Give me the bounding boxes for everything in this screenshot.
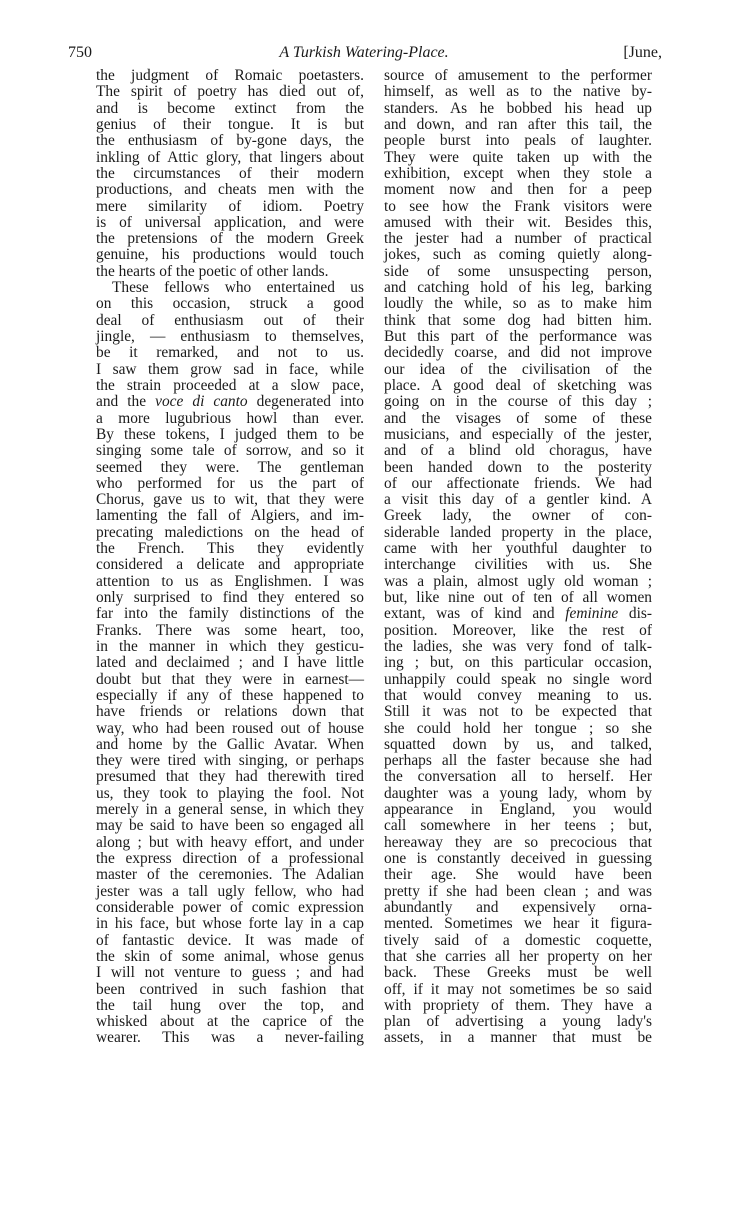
italic-phrase: voce di canto: [155, 393, 248, 411]
text-line: daughter was a young lady, whom by: [384, 784, 652, 802]
text-line: the ladies, she was very fond of talk-: [384, 637, 652, 655]
text-line: and down, and ran after this tail, the: [384, 115, 652, 133]
text-line: interchange civilities with us. She: [384, 556, 652, 574]
text-line: presumed that they had therewith tired: [96, 768, 364, 786]
text-line: siderable landed property in the place,: [384, 523, 652, 541]
text-line: place. A good deal of sketching was: [384, 376, 652, 394]
text-line: By these tokens, I judged them to be: [96, 425, 364, 443]
text-line: Franks. There was some heart, too,: [96, 621, 364, 639]
text-line: I saw them grow sad in face, while: [96, 360, 364, 378]
text-line: inkling of Attic glory, that lingers about: [96, 148, 364, 166]
text-line: our idea of the civilisation of the: [384, 360, 652, 378]
text-line: position. Moreover, like the rest of: [384, 621, 652, 639]
text-line: extant, was of kind and feminine dis-: [384, 605, 653, 623]
text-line: perhaps all the faster because she had: [384, 752, 652, 770]
text-line: the skin of some animal, whose genus: [96, 947, 364, 965]
text-line: They were quite taken up with the: [384, 148, 652, 166]
text-line: considerable power of comic expression: [96, 898, 364, 916]
text-line: of fantastic device. It was made of: [96, 931, 364, 949]
text-line: the strain proceeded at a slow pace,: [96, 376, 364, 394]
text-line: the French. This they evidently: [96, 540, 364, 558]
text-line: going on in the course of this day ;: [384, 393, 652, 411]
text-line: merely in a general sense, in which they: [96, 801, 364, 819]
text-line: attention to us as Englishmen. I was: [96, 572, 364, 590]
text-line: call somewhere in her teens ; but,: [384, 817, 652, 835]
text-line: moment now and then for a peep: [384, 181, 652, 199]
text-line: to see how the Frank visitors were: [384, 197, 652, 215]
text-line: their age. She would have been: [384, 866, 652, 884]
text-line: considered a delicate and appropriate: [96, 556, 364, 574]
text-line: they were tired with singing, or perhaps: [96, 752, 364, 770]
text-line: jokes, such as coming quietly along-: [384, 246, 652, 264]
text-line: in the manner in which they gesticu-: [96, 637, 364, 655]
text-line: unhappily could speak no single word: [384, 670, 652, 688]
text-line: far into the family distinctions of the: [96, 605, 364, 623]
text-line: I will not venture to guess ; and had: [96, 964, 364, 982]
text-line: only surprised to find they entered so: [96, 589, 364, 606]
text-line: productions, and cheats men with the: [96, 181, 364, 199]
text-line: assets, in a manner that must be: [384, 1029, 652, 1047]
text-line: that she carries all her property on her: [384, 947, 652, 965]
text-line: appearance in England, you would: [384, 801, 652, 819]
text-line: jester was a tall ugly fellow, who had: [96, 882, 364, 900]
text-line: hereaway they are so precocious that: [384, 833, 652, 851]
text-line: and the voce di canto degenerated into: [96, 393, 364, 411]
text-line: and is become extinct from the: [96, 99, 364, 117]
text-line: may be said to have been so engaged all: [96, 817, 364, 835]
text-line: and the visages of some of these: [384, 409, 652, 427]
text-line: jingle, — enthusiasm to themselves,: [96, 328, 364, 345]
text-line: one is constantly deceived in guessing: [384, 850, 652, 867]
text-line: ing ; but, on this particular occasion,: [384, 654, 652, 672]
text-line: pretty if she had been clean ; and was: [384, 882, 652, 900]
text-line: who performed for us the part of: [96, 474, 364, 492]
text-line: way, who had been roused out of house: [96, 719, 364, 737]
text-line: back. These Greeks must be well: [384, 964, 652, 982]
text-line: on this occasion, struck a good: [96, 295, 364, 313]
text-line: of our affectionate friends. We had: [384, 474, 652, 492]
running-title: A Turkish Watering-Place.: [279, 44, 449, 61]
text-line: with propriety of them. They have a: [384, 996, 652, 1014]
text-line: in his face, but whose forte lay in a cap: [96, 915, 364, 933]
text-line: precating maledictions on the head of: [96, 523, 364, 541]
right-column: [384, 68, 652, 1047]
text-line: These fellows who entertained us: [112, 279, 364, 297]
text-line: exhibition, except when they stole a: [384, 164, 652, 182]
text-line: side of some unsuspecting person,: [384, 262, 652, 280]
text-line: be it remarked, and not to us.: [96, 344, 364, 362]
text-line: musicians, and especially of the jester,: [384, 425, 652, 443]
italic-phrase: feminine: [565, 605, 619, 623]
text-line: mere similarity of idiom. Poetry: [96, 197, 364, 215]
text-line: the jester had a number of practical: [384, 230, 652, 248]
text-line: Greek lady, the owner of con-: [384, 507, 652, 525]
text-line: Still it was not to be expected that: [384, 703, 652, 721]
text-line: Chorus, gave us to wit, that they were: [96, 491, 364, 509]
text-line: genius of their tongue. It is but: [96, 115, 364, 133]
text-line: the hearts of the poetic of other lands.: [96, 262, 329, 280]
text-line: abundantly and expensively orna-: [384, 898, 652, 916]
text-line: the circumstances of their modern: [96, 164, 364, 182]
text-line: tively said of a domestic coquette,: [384, 931, 652, 949]
text-line: came with her youthful daughter to: [384, 540, 652, 558]
text-line: the express direction of a professional: [96, 850, 364, 867]
text-line: master of the ceremonies. The Adalian: [96, 866, 364, 884]
text-line: standers. As he bobbed his head up: [384, 99, 652, 117]
text-line: been handed down to the posterity: [384, 458, 652, 476]
text-line: a visit this day of a gentler kind. A: [384, 491, 652, 509]
text-line: along ; but with heavy effort, and under: [96, 833, 364, 851]
text-line: loudly the while, so as to make him: [384, 295, 652, 313]
text-line: the conversation all to herself. Her: [384, 768, 652, 786]
text-line: plan of advertising a young lady's: [384, 1013, 652, 1031]
text-line: amused with their wit. Besides this,: [384, 213, 652, 231]
text-line: decidedly coarse, and did not improve: [384, 344, 652, 362]
text-line: us, they took to playing the fool. Not: [96, 784, 364, 802]
text-line: been contrived in such fashion that: [96, 980, 364, 998]
text-line: source of amusement to the performer: [384, 67, 652, 84]
text-line: singing some tale of sorrow, and so it: [96, 442, 364, 460]
text-line: and of a blind old choragus, have: [384, 442, 652, 460]
text-line: people burst into peals of laughter.: [384, 132, 652, 150]
text-line: is of universal application, and were: [96, 213, 364, 231]
text-line: deal of enthusiasm out of their: [96, 311, 364, 329]
text-line: But this part of the performance was: [384, 328, 652, 345]
text-line: wearer. This was a never-failing: [96, 1029, 364, 1047]
text-line: doubt but that they were in earnest—: [96, 670, 364, 688]
text-line: the pretensions of the modern Greek: [96, 230, 364, 248]
text-line: The spirit of poetry has died out of,: [96, 83, 364, 101]
text-line: seemed they were. The gentleman: [96, 458, 364, 476]
text-line: the judgment of Romaic poetasters.: [96, 67, 364, 84]
text-line: mented. Sometimes we hear it figura-: [384, 915, 652, 933]
text-line: she could hold her tongue ; so she: [384, 719, 652, 737]
date-mark: [June,: [623, 44, 662, 61]
left-column: [96, 68, 364, 1047]
page-number: 750: [68, 44, 92, 61]
text-line: and home by the Gallic Avatar. When: [96, 735, 364, 753]
text-line: a more lugubrious howl than ever.: [96, 409, 364, 427]
text-line: the tail hung over the top, and: [96, 996, 364, 1014]
page-header: [66, 44, 662, 64]
text-line: have friends or relations down that: [96, 703, 364, 721]
text-line: whisked about at the caprice of the: [96, 1013, 364, 1031]
text-line: but, like nine out of ten of all women: [384, 589, 652, 606]
text-line: lamenting the fall of Algiers, and im-: [96, 507, 364, 525]
text-line: off, if it may not sometimes be so said: [384, 980, 652, 998]
text-line: and catching hold of his leg, barking: [384, 279, 652, 297]
text-line: himself, as well as to the native by-: [384, 83, 652, 101]
text-line: the enthusiasm of by-gone days, the: [96, 132, 364, 150]
text-line: was a plain, almost ugly old woman ;: [384, 572, 652, 590]
text-line: that would convey meaning to us.: [384, 686, 652, 704]
text-line: especially if any of these happened to: [96, 686, 364, 704]
text-line: genuine, his productions would touch: [96, 246, 364, 264]
text-line: lated and declaimed ; and I have little: [96, 654, 364, 672]
text-line: squatted down by us, and talked,: [384, 735, 652, 753]
text-line: think that some dog had bitten him.: [384, 311, 652, 329]
